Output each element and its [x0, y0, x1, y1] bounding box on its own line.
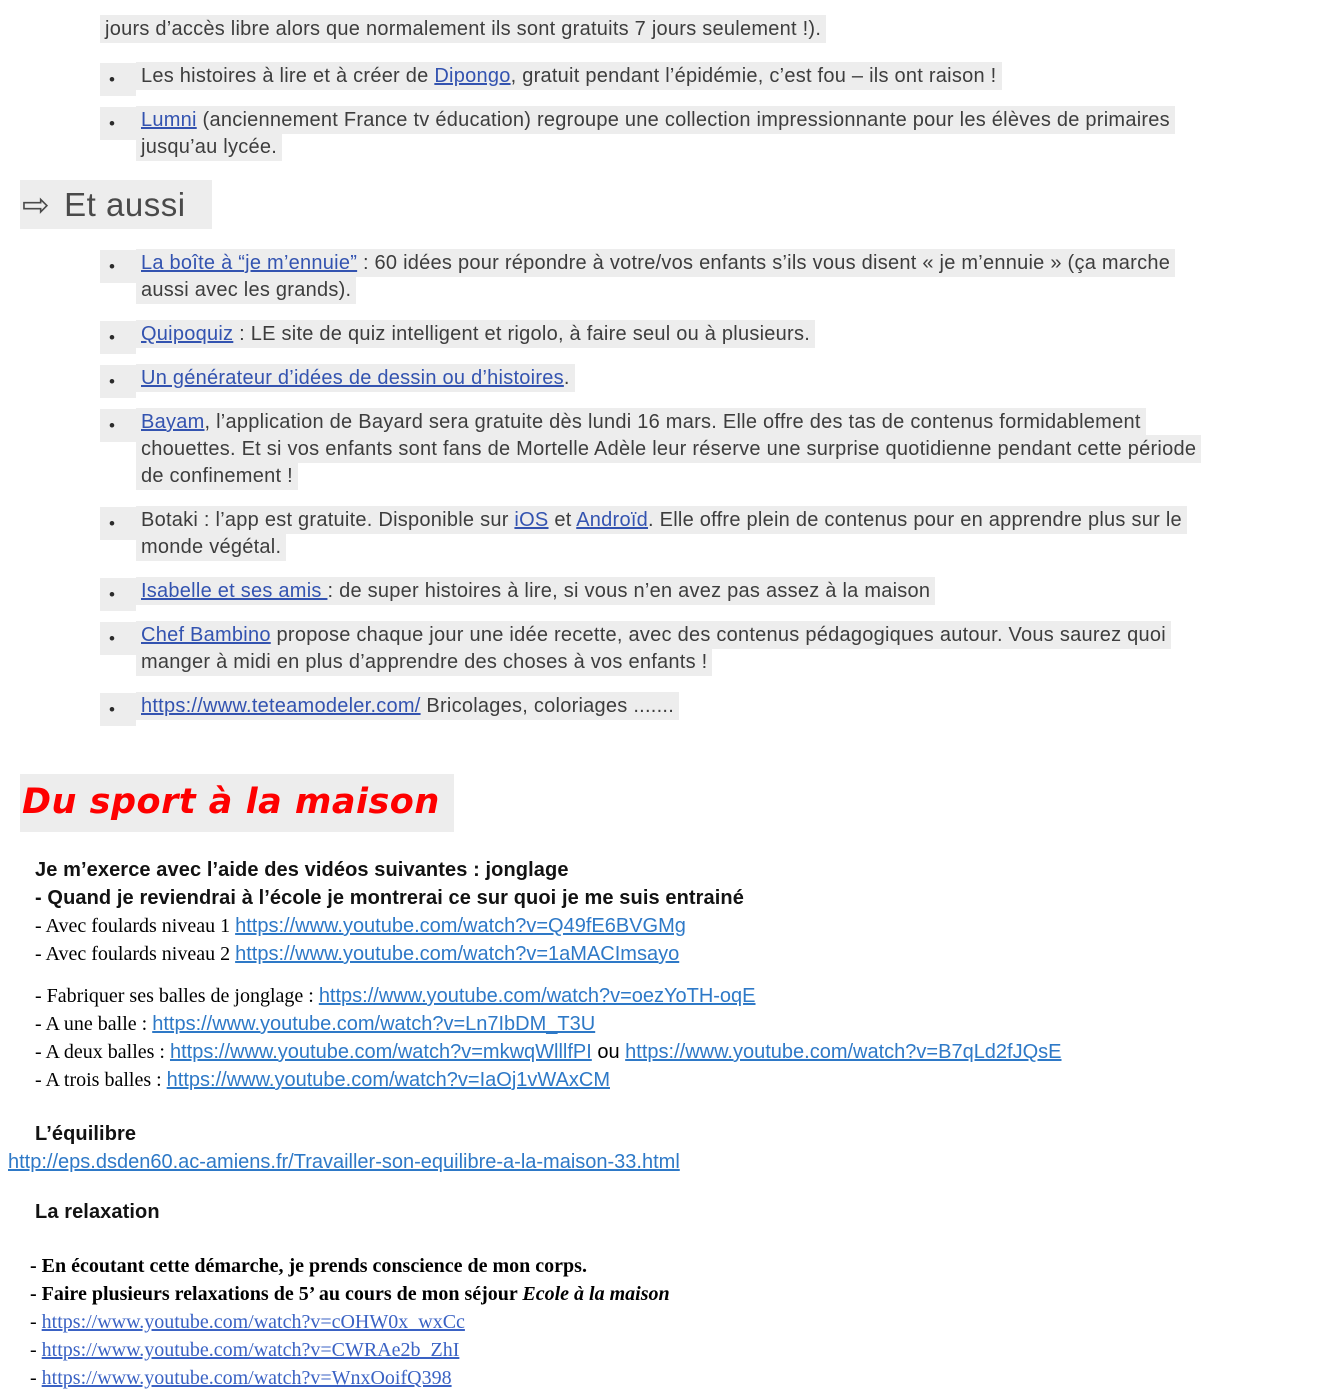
- bullet-icon: •: [100, 693, 136, 726]
- bullet-icon: •: [100, 507, 136, 540]
- hyperlink-un-g-n-rateur-d-id-es-de-dessi[interactable]: Un générateur d’idées de dessin ou d’histoires: [141, 367, 564, 389]
- bullet-icon: •: [100, 622, 136, 655]
- hyperlink-quipoquiz[interactable]: Quipoquiz: [141, 323, 234, 345]
- text-segment: Ecole à la maison: [522, 1283, 670, 1305]
- hyperlink-http-eps-dsden60-ac-amiens-fr-[interactable]: http://eps.dsden60.ac-amiens.fr/Travailler-son-equilibre-a-la-maison-33.html: [8, 1151, 680, 1173]
- list-item-boite-je-m-ennuie: [109, 250, 1221, 304]
- list-item-text: [136, 249, 1175, 304]
- list-item-isabelle: [109, 578, 1221, 605]
- hyperlink-lumni[interactable]: Lumni: [141, 109, 197, 131]
- text-segment: .: [563, 367, 570, 389]
- text-segment: : de super histoires à lire, si vous n’en avez pas assez à la maison: [327, 580, 931, 602]
- text-segment: ou: [591, 1041, 626, 1063]
- hyperlink-https-www-youtube-com-watch-v-[interactable]: https://www.youtube.com/watch?v=1aMACImsayo: [235, 943, 680, 965]
- spacer: [20, 968, 1321, 982]
- text-segment: et: [548, 509, 577, 531]
- list-item-text: [136, 621, 1171, 676]
- line-fabriquer-balles: [35, 982, 1321, 1010]
- line-foulards-niveau-1: [35, 912, 1321, 940]
- text-segment: - Avec foulards niveau 2: [35, 943, 236, 965]
- text-segment: Botaki : l’app est gratuite. Disponible sur: [141, 509, 515, 531]
- hyperlink-https-www-youtube-com-watch-v-[interactable]: https://www.youtube.com/watch?v=Ln7IbDM_T3U: [152, 1013, 596, 1035]
- list-item-text: [136, 506, 1187, 561]
- list-item-chef-bambino: [109, 622, 1221, 676]
- line-relax-video-3: [30, 1364, 1321, 1392]
- hyperlink-https-www-youtube-com-watch-v-[interactable]: https://www.youtube.com/watch?v=oezYoTH-oqE: [318, 985, 756, 1007]
- section-heading-sport: [20, 782, 1321, 822]
- text-segment: - A une balle :: [35, 1013, 153, 1035]
- hyperlink-la-bo-te-je-m-ennuie[interactable]: La boîte à “je m’ennuie”: [141, 252, 358, 274]
- hyperlink-https-www-teteamodeler-com[interactable]: https://www.teteamodeler.com/: [141, 695, 421, 717]
- text-segment: propose chaque jour une idée recette, avec des contenus pédagogiques autour. Vous saurez quoi manger à midi en plus d’apprendre des choses à vos enfants !: [141, 624, 1166, 673]
- text-segment: : 60 idées pour répondre à votre/vos enfants s’ils vous disent « je m’ennuie » (ça marche aussi avec les grands).: [141, 252, 1171, 301]
- list-item-generateur: [109, 365, 1221, 392]
- hyperlink-https-www-youtube-com-watch-v-[interactable]: https://www.youtube.com/watch?v=Q49fE6BVGMg: [235, 915, 686, 937]
- text-segment: La relaxation: [35, 1201, 160, 1223]
- text-segment: -: [30, 1367, 42, 1389]
- section-heading-et-aussi: [20, 185, 1321, 224]
- hyperlink-isabelle-et-ses-amis[interactable]: Isabelle et ses amis: [141, 580, 328, 602]
- bullet-icon: •: [100, 250, 136, 283]
- resource-list-et-aussi: [109, 250, 1221, 720]
- text-segment: - Fabriquer ses balles de jonglage :: [35, 985, 319, 1007]
- line-deux-balles: [35, 1038, 1321, 1066]
- resource-list-top: [109, 63, 1221, 161]
- list-item-text: [136, 577, 935, 605]
- hyperlink-chef-bambino[interactable]: Chef Bambino: [141, 624, 271, 646]
- hyperlink-https-www-youtube-com-watch-v-[interactable]: https://www.youtube.com/watch?v=mkwqWlllfPI: [169, 1041, 592, 1063]
- subheading-relaxation: [35, 1198, 1321, 1226]
- text-segment: : LE site de quiz intelligent et rigolo, à faire seul ou à plusieurs.: [233, 323, 811, 345]
- hyperlink-https-www-youtube-com-watch-v-[interactable]: https://www.youtube.com/watch?v=cOHW0x_wxCc: [41, 1311, 465, 1333]
- text-segment: , gratuit pendant l’épidémie, c’est fou – ils ont raison !: [510, 65, 997, 87]
- paragraph-continuation-text: jours d’accès libre alors que normalement ils sont gratuits 7 jours seulement !).: [100, 15, 826, 43]
- text-segment: , l’application de Bayard sera gratuite dès lundi 16 mars. Elle offre des tas de contenus formidablement chouettes. Et si vos enfants sont fans de Mortelle Adèle leur réserve une surprise quotidienne pendant cette période de confinement !: [141, 411, 1197, 487]
- spacer: [20, 1176, 1321, 1198]
- bullet-icon: •: [100, 321, 136, 354]
- line-je-m-exerce: [35, 856, 1321, 884]
- text-segment: (anciennement France tv éducation) regroupe une collection impressionnante pour les élèves de primaires jusqu’au lycée.: [141, 109, 1170, 158]
- list-item-botaki: [109, 507, 1221, 561]
- text-segment: - Avec foulards niveau 1: [35, 915, 236, 937]
- bullet-icon: •: [100, 365, 136, 398]
- line-trois-balles: [35, 1066, 1321, 1094]
- bullet-icon: •: [100, 578, 136, 611]
- line-relax-video-1: [30, 1308, 1321, 1336]
- list-item-dipongo: [109, 63, 1221, 90]
- list-item-bayam: [109, 409, 1221, 490]
- line-relax-video-2: [30, 1336, 1321, 1364]
- paragraph-continuation: [100, 16, 1220, 43]
- text-segment: - En écoutant cette démarche, je prends conscience de mon corps.: [30, 1255, 587, 1277]
- sport-section: [8, 856, 1321, 1392]
- spacer: [20, 1226, 1321, 1252]
- bullet-icon: •: [100, 409, 136, 442]
- line-equilibre-link: [8, 1148, 1321, 1176]
- list-item-quipoquiz: [109, 321, 1221, 348]
- line-foulards-niveau-2: [35, 940, 1321, 968]
- spacer: [20, 1094, 1321, 1120]
- hyperlink-andro-d[interactable]: Androïd: [576, 509, 649, 531]
- hyperlink-ios[interactable]: iOS: [514, 509, 549, 531]
- line-en-ecoutant: [30, 1252, 1321, 1280]
- sport-title: Du sport à la maison: [20, 774, 454, 832]
- text-segment: . Elle offre plein de contenus pour en apprendre plus sur le monde végétal.: [141, 509, 1182, 558]
- rightwards-arrow-icon: ⇨: [22, 186, 51, 223]
- list-item-text: [136, 106, 1175, 161]
- subheading-equilibre: [35, 1120, 1321, 1148]
- list-item-text: [136, 692, 679, 720]
- text-segment: Les histoires à lire et à créer de: [141, 65, 435, 87]
- line-quand-je-reviendrai: [35, 884, 1321, 912]
- list-item-text: [136, 62, 1002, 90]
- list-item-text: [136, 364, 575, 392]
- text-segment: -: [30, 1339, 42, 1361]
- text-segment: - Faire plusieurs relaxations de 5’ au cours de mon séjour: [30, 1283, 523, 1305]
- text-segment: - Quand je reviendrai à l’école je montrerai ce sur quoi je me suis entrainé: [35, 887, 744, 909]
- hyperlink-dipongo[interactable]: Dipongo: [434, 65, 511, 87]
- text-segment: Je m’exerce avec l’aide des vidéos suivantes : jonglage: [35, 859, 569, 881]
- text-segment: -: [30, 1311, 42, 1333]
- line-une-balle: [35, 1010, 1321, 1038]
- hyperlink-https-www-youtube-com-watch-v-[interactable]: https://www.youtube.com/watch?v=CWRAe2b_ZhI: [41, 1339, 460, 1361]
- text-segment: - A deux balles :: [35, 1041, 170, 1063]
- text-segment: Bricolages, coloriages .......: [420, 695, 675, 717]
- list-item-teteamodeler: [109, 693, 1221, 720]
- bullet-icon: •: [100, 63, 136, 96]
- text-segment: L’équilibre: [35, 1123, 137, 1145]
- bullet-icon: •: [100, 107, 136, 140]
- et-aussi-title: Et aussi: [64, 186, 186, 223]
- hyperlink-https-www-youtube-com-watch-v-[interactable]: https://www.youtube.com/watch?v=B7qLd2fJQsE: [625, 1041, 1062, 1063]
- hyperlink-bayam[interactable]: Bayam: [141, 411, 205, 433]
- line-faire-relaxations: [30, 1280, 1321, 1308]
- list-item-text: [136, 408, 1201, 490]
- list-item-text: [136, 320, 815, 348]
- hyperlink-https-www-youtube-com-watch-v-[interactable]: https://www.youtube.com/watch?v=IaOj1vWAxCM: [166, 1069, 610, 1091]
- hyperlink-https-www-youtube-com-watch-v-[interactable]: https://www.youtube.com/watch?v=WnxOoifQ398: [41, 1367, 452, 1389]
- text-segment: - A trois balles :: [35, 1069, 167, 1091]
- list-item-lumni: [109, 107, 1221, 161]
